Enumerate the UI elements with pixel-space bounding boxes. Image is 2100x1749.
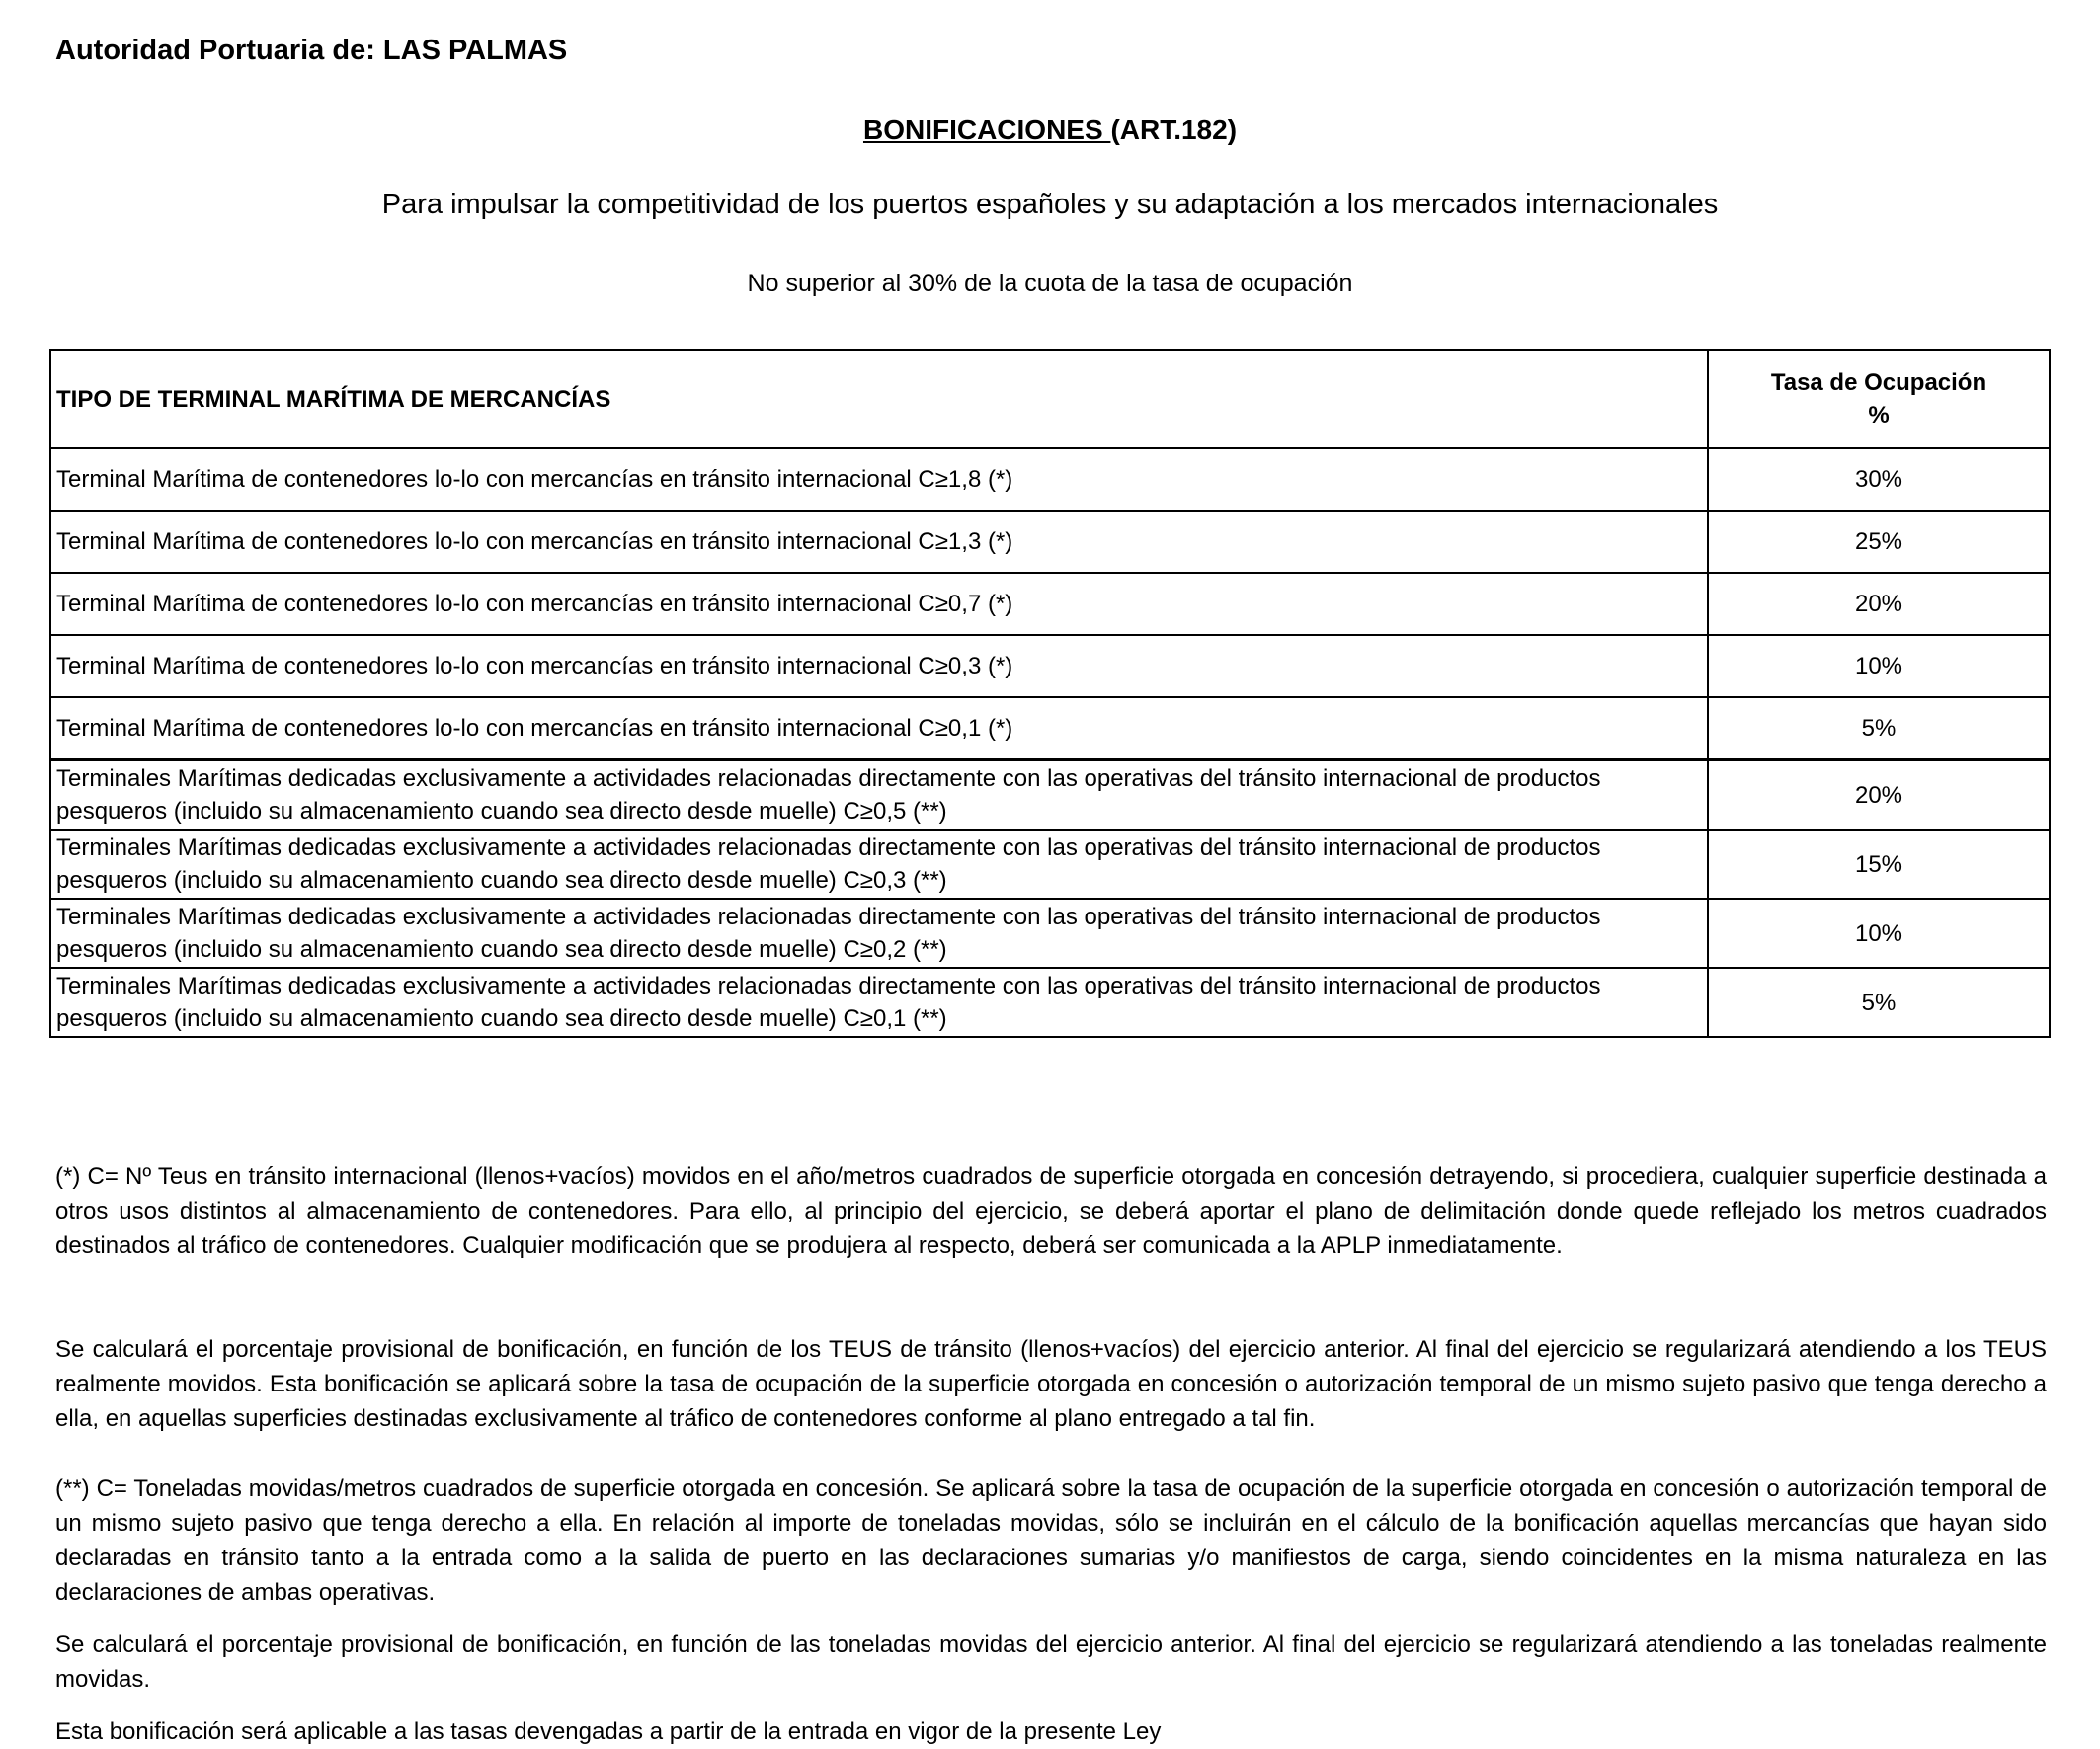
occupancy-rate: 30%	[1708, 448, 2050, 511]
terminal-description: Terminal Marítima de contenedores lo-lo con mercancías en tránsito internacional C≥0,3 (*)	[50, 635, 1708, 697]
table-row	[50, 573, 2050, 635]
fishing-calculation-paragraph: Se calculará el porcentaje provisional de bonificación, en función de las toneladas movidas del ejercicio anterior. Al final del ejercicio se regularizará atendiendo a las toneladas realmente movidas.	[55, 1631, 2047, 1693]
applicability-paragraph: Esta bonificación será aplicable a las tasas devengadas a partir de la entrada en vigor de la presente Ley	[55, 1718, 1162, 1745]
table-row	[50, 760, 2050, 831]
document-heading	[0, 115, 2100, 146]
occupancy-rate: 20%	[1708, 760, 2050, 831]
container-footnote: (*) C= Nº Teus en tránsito internacional (llenos+vacíos) movidos en el año/metros cuadrados de superficie otorgada en concesión detrayendo, si procediera, cualquier superficie destinada a otros usos distintos al almacenamiento de contenedores. Para ello, al principio del ejercicio, se deberá aportar el plano de delimitación donde quede reflejado los metros cuadrados destinados al tráfico de contenedores. Cualquier modificación que se produjera al respecto, deberá ser comunicada a la APLP inmediatamente.	[55, 1163, 2047, 1259]
occupancy-rate-header	[1708, 350, 2050, 448]
document-subtitle: Para impulsar la competitividad de los puertos españoles y su adaptación a los mercados internacionales	[381, 189, 1719, 220]
terminal-description: Terminal Marítima de contenedores lo-lo con mercancías en tránsito internacional C≥1,3 (*)	[50, 511, 1708, 573]
table-row	[50, 968, 2050, 1037]
terminal-description: Terminal Marítima de contenedores lo-lo con mercancías en tránsito internacional C≥1,8 (*)	[50, 448, 1708, 511]
terminal-description: Terminales Marítimas dedicadas exclusivamente a actividades relacionadas directamente con las operativas del tránsito internacional de productos pesqueros (incluido su almacenamiento cuando sea directo desde muelle) C≥0,3 (**)	[50, 830, 1708, 899]
terminal-description: Terminales Marítimas dedicadas exclusivamente a actividades relacionadas directamente con las operativas del tránsito internacional de productos pesqueros (incluido su almacenamiento cuando sea directo desde muelle) C≥0,5 (**)	[50, 760, 1708, 831]
table-row	[50, 635, 2050, 697]
table-row	[50, 697, 2050, 760]
terminal-rates-table	[49, 349, 2051, 1038]
terminal-description: Terminales Marítimas dedicadas exclusivamente a actividades relacionadas directamente con las operativas del tránsito internacional de productos pesqueros (incluido su almacenamiento cuando sea directo desde muelle) C≥0,1 (**)	[50, 968, 1708, 1037]
notes-section	[55, 1159, 2047, 1749]
rate-header-line2: %	[1868, 402, 1890, 429]
table-row	[50, 830, 2050, 899]
occupancy-rate: 20%	[1708, 573, 2050, 635]
occupancy-rate: 5%	[1708, 968, 2050, 1037]
fishing-footnote: (**) C= Toneladas movidas/metros cuadrados de superficie otorgada en concesión. Se aplicará sobre la tasa de ocupación de la superficie otorgada en concesión o autorización temporal de un mismo sujeto pasivo que tenga derecho a ella. En relación al importe de toneladas movidas, sólo se incluirán en el cálculo de la bonificación aquellas mercancías que hayan sido declaradas en tránsito tanto a la entrada como a la salida de puerto en las declaraciones sumarias y/o manifiestos de carga, siendo coincidentes en la misma naturaleza en las declaraciones de ambas operativas.	[55, 1475, 2047, 1606]
terminal-type-header: TIPO DE TERMINAL MARÍTIMA DE MERCANCÍAS	[50, 350, 1708, 448]
authority-name: LAS PALMAS	[382, 35, 568, 66]
terminal-description: Terminal Marítima de contenedores lo-lo con mercancías en tránsito internacional C≥0,7 (*)	[50, 573, 1708, 635]
occupancy-rate: 10%	[1708, 635, 2050, 697]
occupancy-rate: 15%	[1708, 830, 2050, 899]
terminal-description: Terminales Marítimas dedicadas exclusivamente a actividades relacionadas directamente con las operativas del tránsito internacional de productos pesqueros (incluido su almacenamiento cuando sea directo desde muelle) C≥0,2 (**)	[50, 899, 1708, 968]
limit-statement: No superior al 30% de la cuota de la tasa de ocupación	[747, 270, 1353, 297]
article-reference: (ART.182)	[1110, 115, 1238, 145]
table-header-row	[50, 350, 2050, 448]
authority-label: Autoridad Portuaria de:	[55, 35, 375, 66]
occupancy-rate: 25%	[1708, 511, 2050, 573]
authority-line	[55, 35, 567, 67]
container-calculation-paragraph: Se calculará el porcentaje provisional de bonificación, en función de los TEUS de tránsito (llenos+vacíos) del ejercicio anterior. Al final del ejercicio se regularizará atendiendo a los TEUS realmente movidos. Esta bonificación se aplicará sobre la tasa de ocupación de la superficie otorgada en concesión o autorización temporal de un mismo sujeto pasivo que tenga derecho a ella, en aquellas superficies destinadas exclusivamente al tráfico de contenedores conforme al plano entregado a tal fin.	[55, 1336, 2047, 1432]
rate-header-line1: Tasa de Ocupación	[1770, 369, 1987, 396]
document-title: BONIFICACIONES	[862, 115, 1111, 145]
table-row	[50, 448, 2050, 511]
table-row	[50, 899, 2050, 968]
table-row	[50, 511, 2050, 573]
terminal-description: Terminal Marítima de contenedores lo-lo con mercancías en tránsito internacional C≥0,1 (*)	[50, 697, 1708, 760]
occupancy-rate: 5%	[1708, 697, 2050, 760]
occupancy-rate: 10%	[1708, 899, 2050, 968]
